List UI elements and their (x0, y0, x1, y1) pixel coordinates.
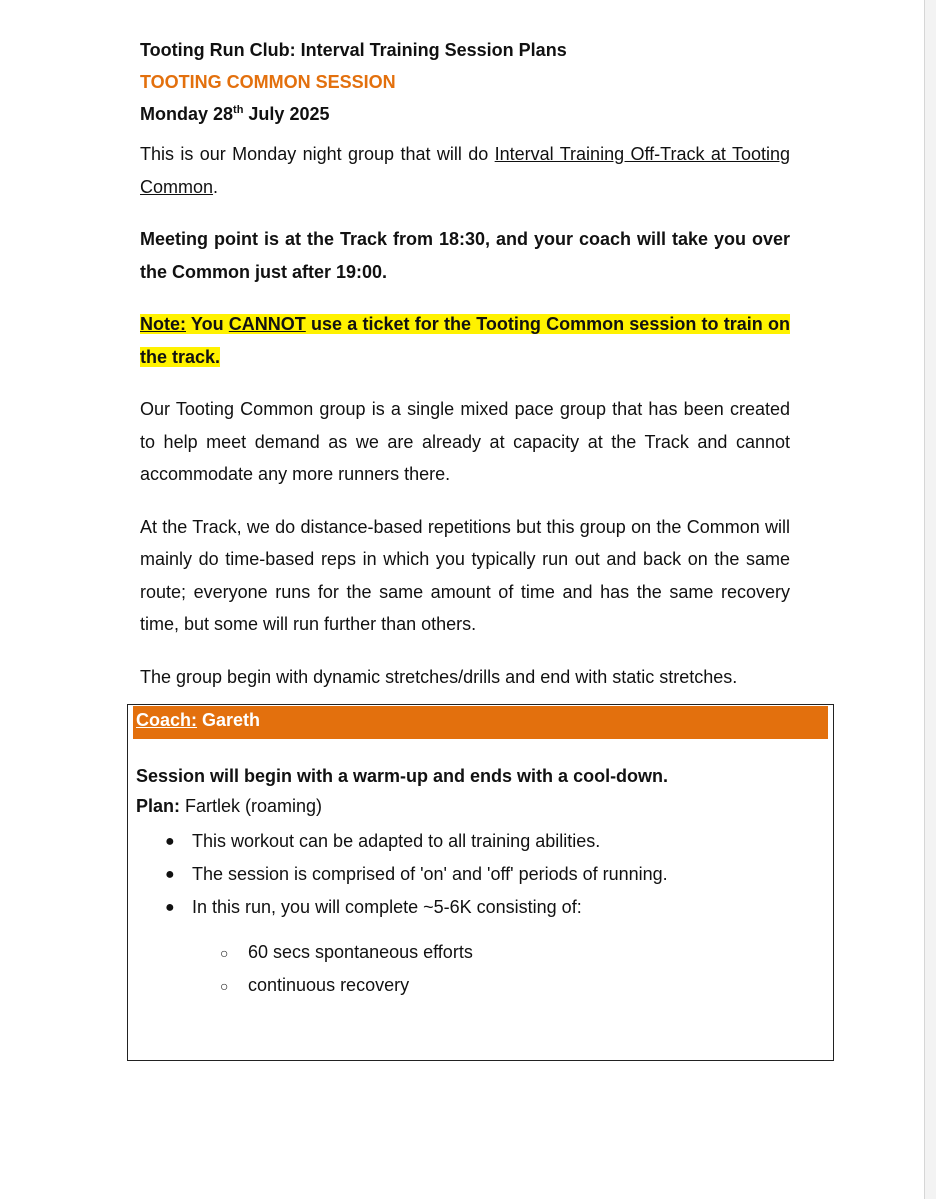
track-paragraph: At the Track, we do distance-based repetitions but this group on the Common will mainly do time-based reps in which you typically run out and back on the same route; everyone runs for the same amount of time and has the same recovery time, but some will run further than others. (140, 516, 790, 634)
list-item (136, 891, 816, 924)
bullet-dot-icon: ● (165, 866, 175, 883)
date-month-year: July 2025 (243, 104, 330, 124)
meeting-point-paragraph: Meeting point is at the Track from 18:30, and your coach will take you over the Common just after 19:00. (140, 229, 790, 282)
plan-value: Fartlek (roaming) (180, 796, 323, 816)
session-date (140, 102, 790, 126)
note-emphasis: CANNOT (228, 314, 306, 334)
intro-period: . (213, 176, 219, 197)
coach-session-box (127, 704, 834, 1061)
sub-bullet-text: continuous recovery (248, 975, 410, 995)
bullet-circle-icon: ○ (220, 945, 229, 961)
bullet-dot-icon: ● (165, 899, 175, 916)
intro-link[interactable]: Interval Training Off-Track at Tooting Common (140, 144, 790, 197)
note-text-pre: You (186, 314, 229, 334)
bullet-circle-icon: ○ (220, 978, 229, 994)
coach-name: Gareth (197, 710, 261, 730)
intro-text: This is our Monday night group that will do (140, 144, 495, 164)
sub-list-item (136, 969, 816, 1002)
sub-list-item (136, 936, 816, 969)
stretch-paragraph: The group begin with dynamic stretches/drills and end with static stretches. (140, 666, 738, 687)
document-content (140, 38, 790, 693)
bullet-text: In this run, you will complete ~5-6K consisting of: (192, 897, 582, 917)
document-title: Tooting Run Club: Interval Training Session Plans (140, 40, 567, 60)
note-label: Note: (140, 314, 186, 334)
group-paragraph: Our Tooting Common group is a single mixed pace group that has been created to help meet demand as we are already at capacity at the Track and cannot accommodate any more runners there. (140, 399, 790, 484)
plan-label: Plan: (136, 796, 181, 816)
list-item (136, 858, 816, 891)
session-plan (136, 793, 816, 819)
session-lead: Session will begin with a warm-up and ends with a cool-down. (136, 766, 669, 786)
session-bullet-list (136, 825, 816, 924)
bullet-text: The session is comprised of 'on' and 'off' periods of running. (192, 864, 668, 884)
coach-header-bar (133, 706, 828, 739)
bullet-dot-icon: ● (165, 833, 175, 850)
session-details (136, 763, 816, 1002)
note-highlight (140, 314, 790, 367)
session-sub-list (136, 936, 816, 1002)
date-ordinal: th (233, 104, 244, 116)
date-day: Monday 28 (140, 104, 234, 124)
page-gutter (925, 0, 936, 1199)
coach-label: Coach: (136, 710, 198, 730)
intro-paragraph (140, 138, 790, 203)
bullet-text: This workout can be adapted to all training abilities. (192, 831, 601, 851)
sub-bullet-text: 60 secs spontaneous efforts (248, 942, 473, 962)
note-paragraph (140, 308, 790, 373)
note-text-post: use a ticket for the Tooting Common session to train on the track. (140, 314, 790, 367)
session-subtitle: TOOTING COMMON SESSION (140, 72, 396, 92)
list-item (136, 825, 816, 858)
